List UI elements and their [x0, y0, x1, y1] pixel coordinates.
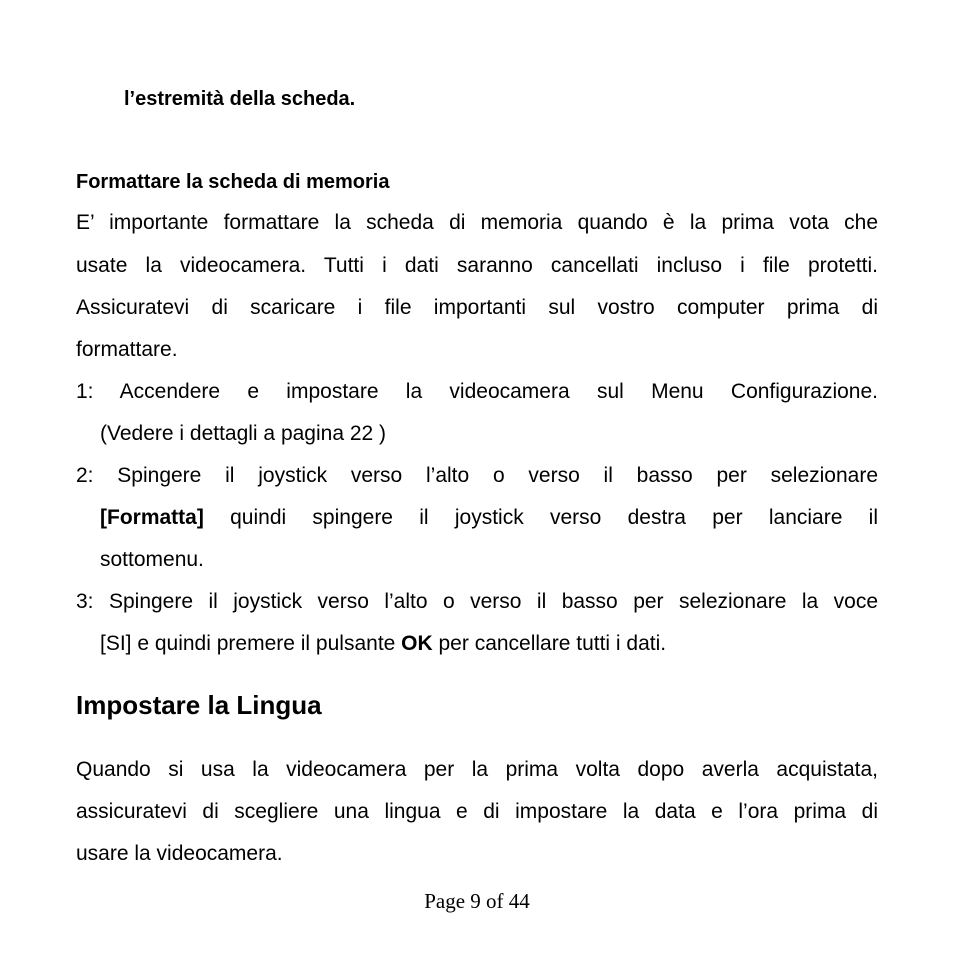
section-heading-format: Formattare la scheda di memoria [76, 171, 390, 193]
page-number: Page 9 of 44 [424, 889, 530, 913]
paragraph-line: formattare. [76, 338, 178, 361]
step-2-line2 [100, 506, 878, 530]
step-2-text: 2: Spingere il joystick verso l’alto o verso il basso per selezionare [76, 464, 878, 487]
step-1-detail: (Vedere i dettagli a pagina 22 ) [100, 422, 387, 445]
paragraph-line: usare la videocamera. [76, 842, 283, 865]
paragraph-line: E’ importante formattare la scheda di memoria quando è la prima vota che [76, 211, 878, 234]
step-3-line2-pre: [SI] e quindi premere il pulsante [100, 632, 402, 655]
ok-label: OK [401, 632, 433, 655]
paragraph-line: Quando si usa la videocamera per la prima volta dopo averla acquistata, [76, 758, 878, 781]
paragraph-line: usate la videocamera. Tutti i dati saranno cancellati incluso i file protetti. [76, 254, 878, 277]
section-heading-language: Impostare la Lingua [76, 690, 322, 720]
step-2-line3: sottomenu. [100, 548, 204, 571]
step-3-line2 [100, 632, 666, 656]
continuation-text: l’estremità della scheda. [124, 88, 356, 110]
step-1-text: 1: Accendere e impostare la videocamera sul Menu Configurazione. [76, 380, 878, 403]
step-3-line2-post: per cancellare tutti i dati. [432, 632, 667, 655]
step-3-text: 3: Spingere il joystick verso l’alto o verso il basso per selezionare la voce [76, 590, 878, 613]
paragraph-line: Assicuratevi di scaricare i file importanti sul vostro computer prima di [76, 296, 878, 319]
paragraph-line: assicuratevi di scegliere una lingua e di impostare la data e l’ora prima di [76, 800, 878, 823]
formatta-label: [Formatta] [100, 506, 204, 529]
step-2-line2-rest: quindi spingere il joystick verso destra per lanciare il [203, 506, 878, 529]
